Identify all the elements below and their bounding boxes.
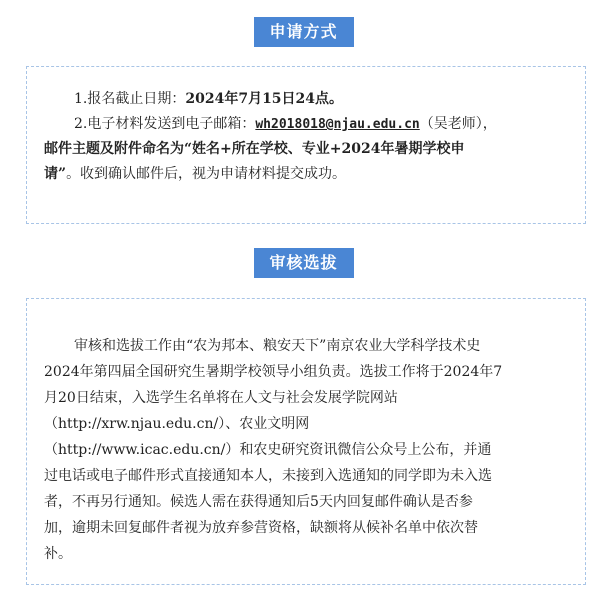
section-title-application: 申请方式 [254,17,354,47]
review-line: 者，不再另行通知。候选人需在获得通知后5天内回复邮件确认是否参 [44,494,473,510]
confirmation-note: 。收到确认邮件后，视为申请材料提交成功。 [66,166,347,182]
review-line: 2024年第四届全国研究生暑期学校领导小组负责。选拔工作将于2024年7 [44,364,503,380]
review-line: （http://xrw.njau.edu.cn/）、农业文明网 [44,416,310,432]
review-line: 加，逾期未回复邮件者视为放弃参营资格，缺额将从候补名单中依次替 [44,520,478,536]
email-prefix: 2.电子材料发送到电子邮箱： [74,116,256,132]
review-line: 月20日结束，入选学生名单将在人文与社会发展学院网站 [44,390,398,406]
deadline-label: 1.报名截止日期： [74,91,186,107]
naming-rule-end: 请” [44,166,67,182]
email-line [74,112,497,137]
review-line: 过电话或电子邮件形式直接通知本人，未接到入选通知的同学即为未入选 [44,468,492,484]
review-line: 补。 [44,546,72,562]
email-link[interactable]: wh2018018@njau.edu.cn [255,117,420,132]
email-contact: （吴老师）， [419,116,497,132]
naming-rule-line2 [44,162,346,187]
review-line: （http://www.icac.edu.cn/）和农史研究资讯微信公众号上公布，并通 [44,442,492,458]
review-line: 审核和选拔工作由“农为邦本、粮安天下”南京农业大学科学技术史 [74,338,481,354]
deadline-date: 2024年7月15日24点。 [185,91,344,107]
naming-rule-line1: 邮件主题及附件命名为“姓名+所在学校、专业+2024年暑期学校申 [44,141,465,157]
section-title-review: 审核选拔 [254,248,354,278]
deadline-line [74,87,343,112]
